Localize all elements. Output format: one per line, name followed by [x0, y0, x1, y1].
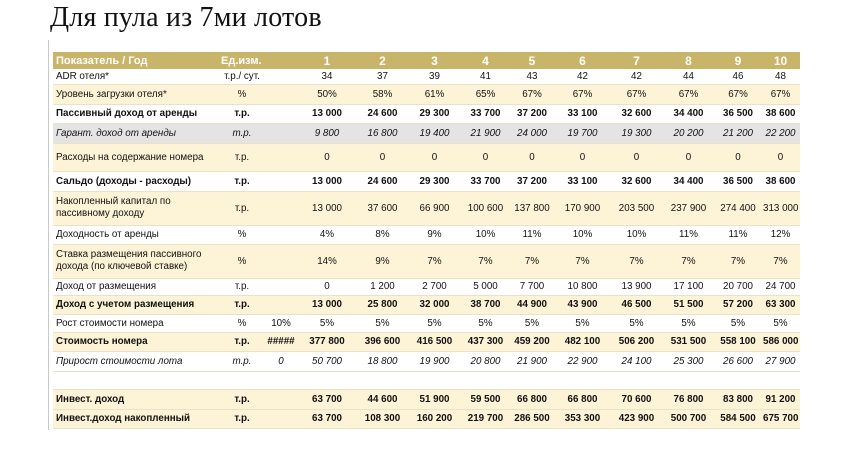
row-value: 5%	[611, 314, 662, 332]
row-value: 51 500	[662, 295, 715, 314]
row-value: 22 200	[761, 123, 800, 143]
row-value: 9 800	[297, 123, 357, 143]
row-extra	[265, 371, 297, 389]
row-value: 32 600	[611, 171, 662, 191]
row-label: Инвест.доход накопленный	[53, 409, 219, 428]
row-value: 34	[297, 69, 357, 84]
row-value: 83 800	[715, 389, 761, 409]
row-value: 108 300	[357, 409, 408, 428]
row-value: 10 800	[554, 278, 611, 295]
row-value: 32 600	[611, 104, 662, 123]
row-value	[408, 371, 461, 389]
row-extra	[265, 409, 297, 428]
row-value: 67%	[510, 84, 554, 104]
row-value: 0	[715, 143, 761, 171]
table-row	[53, 295, 800, 314]
row-value: 237 900	[662, 191, 715, 225]
header-year: 1	[297, 52, 357, 69]
row-value: 26 600	[715, 351, 761, 371]
header-unit: Ед.изм.	[219, 52, 265, 69]
row-label: Расходы на содержание номера	[53, 143, 219, 171]
row-value: 21 900	[461, 123, 510, 143]
table-row	[53, 69, 800, 84]
row-value: 66 800	[510, 389, 554, 409]
row-value: 11%	[662, 225, 715, 244]
row-value: 13 000	[297, 171, 357, 191]
row-extra	[265, 171, 297, 191]
row-value: 7%	[461, 244, 510, 278]
row-value: 170 900	[554, 191, 611, 225]
row-label: Пассивный доход от аренды	[53, 104, 219, 123]
row-unit: т.р.	[219, 171, 265, 191]
row-unit: т.р.	[219, 351, 265, 371]
row-value: 50 700	[297, 351, 357, 371]
row-label: Прирост стоимости лота	[53, 351, 219, 371]
row-unit	[219, 371, 265, 389]
row-label: Доходность от аренды	[53, 225, 219, 244]
row-value: 33 100	[554, 171, 611, 191]
row-value: 33 100	[554, 104, 611, 123]
header-year: 7	[611, 52, 662, 69]
row-value: 32 000	[408, 295, 461, 314]
row-value: 24 000	[510, 123, 554, 143]
header-year: 2	[357, 52, 408, 69]
row-value: 61%	[408, 84, 461, 104]
row-label	[53, 371, 219, 389]
row-value: 5%	[408, 314, 461, 332]
row-value: 67%	[662, 84, 715, 104]
row-value: 7%	[408, 244, 461, 278]
row-value: 25 300	[662, 351, 715, 371]
row-extra	[265, 389, 297, 409]
row-value: 48	[761, 69, 800, 84]
header-label: Показатель / Год	[53, 52, 219, 69]
row-value: 5%	[357, 314, 408, 332]
page-title: Для пула из 7ми лотов	[50, 2, 322, 33]
row-value: 0	[297, 278, 357, 295]
row-value	[510, 371, 554, 389]
row-value: 66 900	[408, 191, 461, 225]
row-value: 5 000	[461, 278, 510, 295]
row-value: 13 000	[297, 191, 357, 225]
row-value: 39	[408, 69, 461, 84]
row-value: 586 000	[761, 332, 800, 351]
row-value: 63 700	[297, 389, 357, 409]
row-value: 423 900	[611, 409, 662, 428]
row-value: 38 600	[761, 104, 800, 123]
row-value: 584 500	[715, 409, 761, 428]
row-value: 0	[461, 143, 510, 171]
row-value: 34 400	[662, 171, 715, 191]
row-value: 67%	[761, 84, 800, 104]
row-value: 42	[554, 69, 611, 84]
table-row	[53, 225, 800, 244]
row-value: 19 700	[554, 123, 611, 143]
row-value	[357, 371, 408, 389]
row-value: 377 800	[297, 332, 357, 351]
row-value: 11%	[510, 225, 554, 244]
row-extra	[265, 104, 297, 123]
row-value: 59 500	[461, 389, 510, 409]
row-value: 46	[715, 69, 761, 84]
row-label: Накопленный капитал по пассивному доходу	[53, 191, 219, 225]
row-extra: 0	[265, 351, 297, 371]
row-value: 24 600	[357, 171, 408, 191]
row-value: 63 300	[761, 295, 800, 314]
table-row	[53, 371, 800, 389]
row-label: ADR отеля*	[53, 69, 219, 84]
row-value: 91 200	[761, 389, 800, 409]
row-value	[461, 371, 510, 389]
row-unit: т.р.	[219, 295, 265, 314]
row-value	[761, 371, 800, 389]
table-row	[53, 314, 800, 332]
row-value: 51 900	[408, 389, 461, 409]
row-value: 20 700	[715, 278, 761, 295]
table-row	[53, 191, 800, 225]
row-value: 22 900	[554, 351, 611, 371]
row-value: 10%	[611, 225, 662, 244]
row-value: 203 500	[611, 191, 662, 225]
row-value: 58%	[357, 84, 408, 104]
row-value: 44 900	[510, 295, 554, 314]
row-value: 24 100	[611, 351, 662, 371]
row-value	[554, 371, 611, 389]
row-value: 4%	[297, 225, 357, 244]
row-value: 0	[357, 143, 408, 171]
header-year: 10	[761, 52, 800, 69]
row-extra	[265, 143, 297, 171]
row-label: Ставка размещения пассивного дохода (по ключевой ставке)	[53, 244, 219, 278]
row-label: Сальдо (доходы - расходы)	[53, 171, 219, 191]
row-value: 44	[662, 69, 715, 84]
row-value: 137 800	[510, 191, 554, 225]
row-value: 37 200	[510, 171, 554, 191]
row-value: 437 300	[461, 332, 510, 351]
row-value: 19 400	[408, 123, 461, 143]
row-value: 19 900	[408, 351, 461, 371]
row-value: 43 900	[554, 295, 611, 314]
row-value: 67%	[715, 84, 761, 104]
row-value: 5%	[662, 314, 715, 332]
row-value	[715, 371, 761, 389]
table-row	[53, 389, 800, 409]
row-value: 219 700	[461, 409, 510, 428]
row-extra	[265, 244, 297, 278]
header-year: 6	[554, 52, 611, 69]
row-unit: %	[219, 225, 265, 244]
row-unit: т.р.	[219, 123, 265, 143]
row-value: 27 900	[761, 351, 800, 371]
row-extra	[265, 191, 297, 225]
row-extra	[265, 225, 297, 244]
table-row	[53, 409, 800, 428]
row-value: 5%	[510, 314, 554, 332]
row-unit: т.р.	[219, 104, 265, 123]
row-unit: т.р.	[219, 191, 265, 225]
row-value	[611, 371, 662, 389]
row-unit: т.р.	[219, 332, 265, 351]
header-blank	[265, 52, 297, 69]
row-value: 12%	[761, 225, 800, 244]
row-unit: т.р.	[219, 278, 265, 295]
row-value: 353 300	[554, 409, 611, 428]
row-value: 0	[761, 143, 800, 171]
row-value: 313 000	[761, 191, 800, 225]
row-value: 14%	[297, 244, 357, 278]
row-value: 13 000	[297, 295, 357, 314]
table-row	[53, 244, 800, 278]
row-value: 7 700	[510, 278, 554, 295]
header-year: 3	[408, 52, 461, 69]
row-value: 11%	[715, 225, 761, 244]
row-value: 50%	[297, 84, 357, 104]
row-value: 0	[611, 143, 662, 171]
row-value: 396 600	[357, 332, 408, 351]
row-value: 25 800	[357, 295, 408, 314]
row-extra	[265, 84, 297, 104]
row-unit: т.р./ сут.	[219, 69, 265, 84]
row-unit: т.р.	[219, 143, 265, 171]
row-value: 13 000	[297, 104, 357, 123]
header-year: 9	[715, 52, 761, 69]
row-value: 37 200	[510, 104, 554, 123]
table-row	[53, 104, 800, 123]
row-value: 17 100	[662, 278, 715, 295]
row-label: Доход с учетом размещения	[53, 295, 219, 314]
row-value: 0	[554, 143, 611, 171]
row-extra	[265, 69, 297, 84]
header-year: 8	[662, 52, 715, 69]
row-extra	[265, 123, 297, 143]
row-value: 7%	[761, 244, 800, 278]
table-row	[53, 84, 800, 104]
row-value: 18 800	[357, 351, 408, 371]
row-value: 416 500	[408, 332, 461, 351]
row-value	[297, 371, 357, 389]
row-value: 5%	[297, 314, 357, 332]
row-value: 8%	[357, 225, 408, 244]
row-value: 1 200	[357, 278, 408, 295]
row-value: 160 200	[408, 409, 461, 428]
row-value: 36 500	[715, 171, 761, 191]
row-value: 20 800	[461, 351, 510, 371]
row-value: 34 400	[662, 104, 715, 123]
row-unit: т.р.	[219, 389, 265, 409]
table-header-row	[53, 52, 800, 69]
row-value: 16 800	[357, 123, 408, 143]
row-unit: %	[219, 314, 265, 332]
row-extra: #####	[265, 332, 297, 351]
row-extra: 10%	[265, 314, 297, 332]
row-value: 29 300	[408, 104, 461, 123]
row-value: 63 700	[297, 409, 357, 428]
row-value: 558 100	[715, 332, 761, 351]
row-unit: %	[219, 84, 265, 104]
row-value: 19 300	[611, 123, 662, 143]
row-value: 21 900	[510, 351, 554, 371]
row-value: 42	[611, 69, 662, 84]
table-row	[53, 171, 800, 191]
row-value: 7%	[554, 244, 611, 278]
table-row	[53, 278, 800, 295]
row-unit: %	[219, 244, 265, 278]
row-label: Рост стоимости номера	[53, 314, 219, 332]
row-value: 37 600	[357, 191, 408, 225]
row-value: 500 700	[662, 409, 715, 428]
row-value: 57 200	[715, 295, 761, 314]
row-value: 67%	[611, 84, 662, 104]
row-value: 7%	[715, 244, 761, 278]
table-row	[53, 351, 800, 371]
header-year: 4	[461, 52, 510, 69]
row-value: 7%	[611, 244, 662, 278]
row-value: 0	[662, 143, 715, 171]
row-label: Инвест. доход	[53, 389, 219, 409]
row-value: 24 700	[761, 278, 800, 295]
row-value: 9%	[408, 225, 461, 244]
row-value: 274 400	[715, 191, 761, 225]
row-value: 5%	[554, 314, 611, 332]
table-row	[53, 332, 800, 351]
row-value: 10%	[461, 225, 510, 244]
row-extra	[265, 295, 297, 314]
row-extra	[265, 278, 297, 295]
table-body	[53, 69, 800, 428]
row-value: 10%	[554, 225, 611, 244]
row-value	[662, 371, 715, 389]
row-value: 0	[510, 143, 554, 171]
row-value: 66 800	[554, 389, 611, 409]
row-label: Стоимость номера	[53, 332, 219, 351]
row-value: 459 200	[510, 332, 554, 351]
row-value: 0	[408, 143, 461, 171]
table-row	[53, 143, 800, 171]
row-value: 38 700	[461, 295, 510, 314]
row-value: 482 100	[554, 332, 611, 351]
row-value: 24 600	[357, 104, 408, 123]
row-value: 20 200	[662, 123, 715, 143]
row-value: 46 500	[611, 295, 662, 314]
row-value: 65%	[461, 84, 510, 104]
row-label: Доход от размещения	[53, 278, 219, 295]
row-value: 7%	[662, 244, 715, 278]
row-value: 7%	[510, 244, 554, 278]
row-value: 2 700	[408, 278, 461, 295]
row-value: 21 200	[715, 123, 761, 143]
row-value: 67%	[554, 84, 611, 104]
row-value: 43	[510, 69, 554, 84]
row-value: 13 900	[611, 278, 662, 295]
row-value: 5%	[461, 314, 510, 332]
row-value: 675 700	[761, 409, 800, 428]
row-value: 100 600	[461, 191, 510, 225]
row-value: 70 600	[611, 389, 662, 409]
row-value: 531 500	[662, 332, 715, 351]
row-label: Уровень загрузки отеля*	[53, 84, 219, 104]
row-value: 9%	[357, 244, 408, 278]
row-value: 38 600	[761, 171, 800, 191]
row-value: 0	[297, 143, 357, 171]
row-value: 33 700	[461, 171, 510, 191]
row-label: Гарант. доход от аренды	[53, 123, 219, 143]
row-value: 36 500	[715, 104, 761, 123]
row-value: 29 300	[408, 171, 461, 191]
row-value: 5%	[715, 314, 761, 332]
row-value: 506 200	[611, 332, 662, 351]
row-unit: т.р.	[219, 409, 265, 428]
row-value: 44 600	[357, 389, 408, 409]
row-value: 33 700	[461, 104, 510, 123]
row-value: 37	[357, 69, 408, 84]
header-year: 5	[510, 52, 554, 69]
row-value: 76 800	[662, 389, 715, 409]
row-value: 286 500	[510, 409, 554, 428]
table-row	[53, 123, 800, 143]
row-value: 41	[461, 69, 510, 84]
row-value: 5%	[761, 314, 800, 332]
left-border-line	[48, 40, 49, 430]
financial-table	[53, 52, 800, 429]
